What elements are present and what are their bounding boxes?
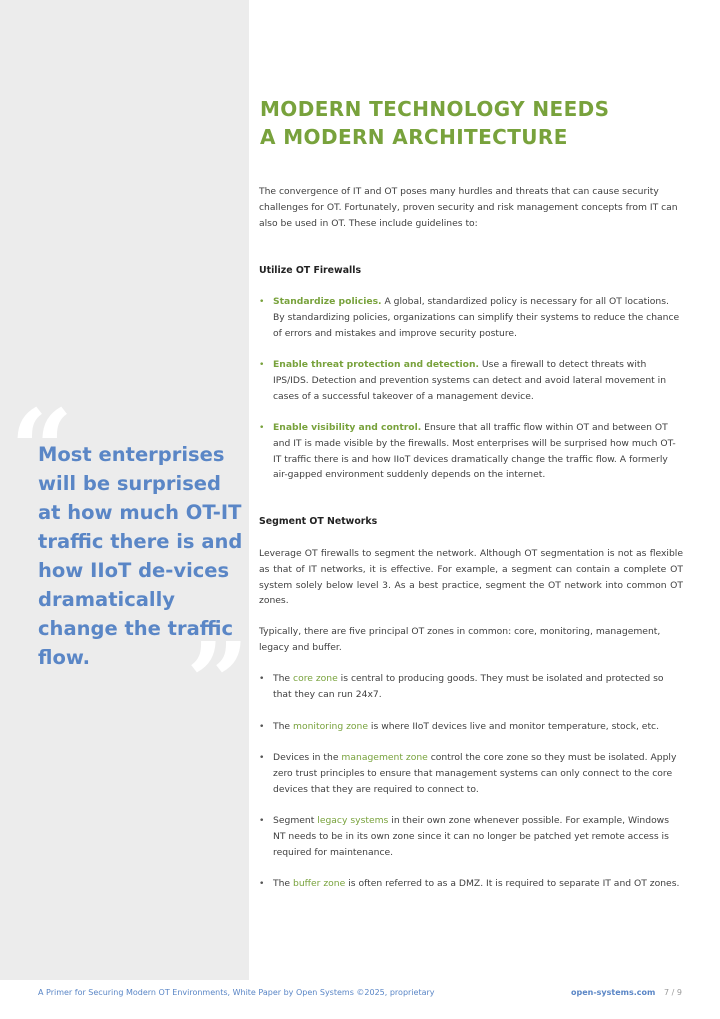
bullet-dot: • <box>259 721 265 732</box>
zone-text-post: is often referred to as a DMZ. It is required to separate IT and OT zones. <box>345 878 680 889</box>
bullet-dot: • <box>259 815 265 826</box>
list-item <box>259 750 683 797</box>
zone-name: legacy systems <box>317 815 389 826</box>
page-number: 7 / 9 <box>664 988 682 997</box>
zone-text-pre: The <box>273 721 294 732</box>
zone-text-pre: Devices in the <box>273 752 342 763</box>
section-heading-firewalls: Utilize OT Firewalls <box>259 265 362 276</box>
page-title <box>260 95 700 151</box>
bullet-lead: Enable threat protection and detection. <box>273 359 480 370</box>
segment-paragraph-1: Leverage OT firewalls to segment the network. Although OT segmentation is not as flexible as that of IT networks, it is effective. For example, a segment can contain a complete OT system solely below level 3. As a best practice, segment the OT network into common OT zones. <box>259 548 683 607</box>
footer-website-link[interactable]: open-systems.com <box>571 988 656 997</box>
zone-name: monitoring zone <box>293 721 369 732</box>
zone-text-pre: The <box>273 673 294 684</box>
zone-text-post: is central to producing goods. They must be isolated and protected so that they can run 24x7. <box>273 673 664 700</box>
zone-name: core zone <box>293 673 338 684</box>
section-heading-segment: Segment OT Networks <box>259 516 378 527</box>
intro-paragraph: The convergence of IT and OT poses many hurdles and threats that can cause security challenges for OT. Fortunately, proven security and risk management concepts from IT can also be used in OT. These include guidelines to: <box>259 186 678 229</box>
pull-quote: Most enterprises will be surprised at how much OT-IT traffic there is and how IIoT de-vices dramatically change the traffic flow. <box>38 443 243 669</box>
zone-name: management zone <box>341 752 428 763</box>
close-quote-mark: ” <box>186 618 250 747</box>
open-quote-mark: “ <box>10 385 74 514</box>
segment-paragraph-2: Typically, there are five principal OT zones in common: core, monitoring, management, legacy and buffer. <box>259 626 661 653</box>
bullet-text: Ensure that all traffic flow within OT and between OT and IT is made visible by the firewalls. Most enterprises will be surprised how much OT-IT traffic there is and how IIoT devices dramatically change the traffic flow. A formerly air-gapped environment suddenly depends on the internet. <box>273 422 676 481</box>
bullet-text: Use a firewall to detect threats with IPS/IDS. Detection and prevention systems can detect and avoid lateral movement in cases of a successful takeover of a management device. <box>273 359 667 402</box>
list-item <box>259 671 683 703</box>
bullet-lead: Enable visibility and control. <box>273 422 422 433</box>
list-item <box>259 294 683 341</box>
bullet-text: A global, standardized policy is necessary for all OT locations. By standardizing policies, organizations can simplify their systems to reduce the chance of errors and mistakes and improve security posture. <box>273 296 680 339</box>
bullet-dot: • <box>259 752 265 763</box>
zone-text-pre: The <box>273 878 294 889</box>
zone-text-pre: Segment <box>273 815 318 826</box>
bullet-dot: • <box>259 673 265 684</box>
list-item <box>259 719 683 735</box>
zone-text-post: control the core zone so they must be isolated. Apply zero trust principles to ensure that management systems can only connect to the core devices that they are required to connect to. <box>273 752 677 795</box>
list-item <box>259 813 683 860</box>
title-line-2: A MODERN ARCHITECTURE <box>260 125 568 149</box>
list-item <box>259 876 683 892</box>
title-line-1: MODERN TECHNOLOGY NEEDS <box>260 97 610 121</box>
zone-name: buffer zone <box>293 878 346 889</box>
bullet-dot: • <box>259 359 265 370</box>
bullet-dot: • <box>259 422 265 433</box>
footer-document-info: A Primer for Securing Modern OT Environments, White Paper by Open Systems ©2025, proprietary <box>38 988 435 997</box>
bullet-lead: Standardize policies. <box>273 296 382 307</box>
bullet-dot: • <box>259 878 265 889</box>
list-item <box>259 420 683 483</box>
zone-text-post: is where IIoT devices live and monitor temperature, stock, etc. <box>368 721 660 732</box>
bullet-dot: • <box>259 296 265 307</box>
zone-text-post: in their own zone whenever possible. For example, Windows NT needs to be in its own zone since it can no longer be patched yet remote access is required for maintenance. <box>273 815 669 858</box>
list-item <box>259 357 683 404</box>
